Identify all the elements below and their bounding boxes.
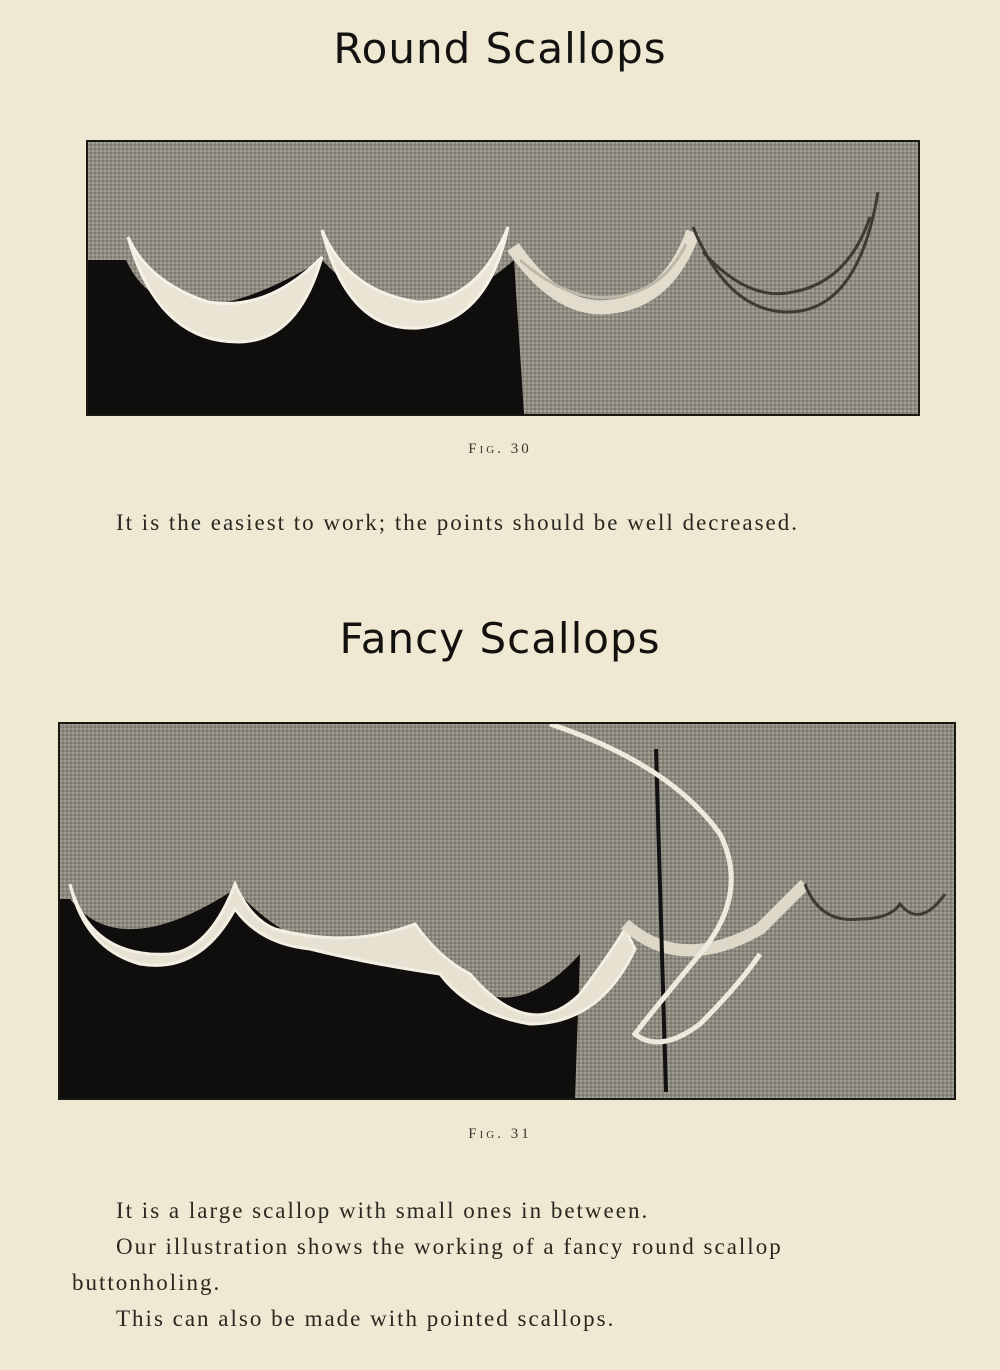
- fancy-scallops-line-2: Our illustration shows the working of a fancy round scallop: [116, 1234, 783, 1259]
- figure-31-photo: [58, 722, 956, 1100]
- round-scallops-description: It is the easiest to work; the points should be well decreased.: [116, 510, 799, 535]
- fancy-scallops-line-1: It is a large scallop with small ones in between.: [116, 1198, 650, 1223]
- figure-30-photo: [86, 140, 920, 416]
- fancy-scallops-line-3: buttonholing.: [72, 1270, 222, 1295]
- fancy-scallops-line-4: This can also be made with pointed scallops.: [116, 1306, 616, 1331]
- figure-31-caption: Fig. 31: [468, 1126, 532, 1142]
- round-scallops-heading: Round Scallops: [333, 24, 667, 73]
- fancy-scallops-heading: Fancy Scallops: [339, 614, 661, 663]
- figure-30-caption: Fig. 30: [468, 441, 532, 457]
